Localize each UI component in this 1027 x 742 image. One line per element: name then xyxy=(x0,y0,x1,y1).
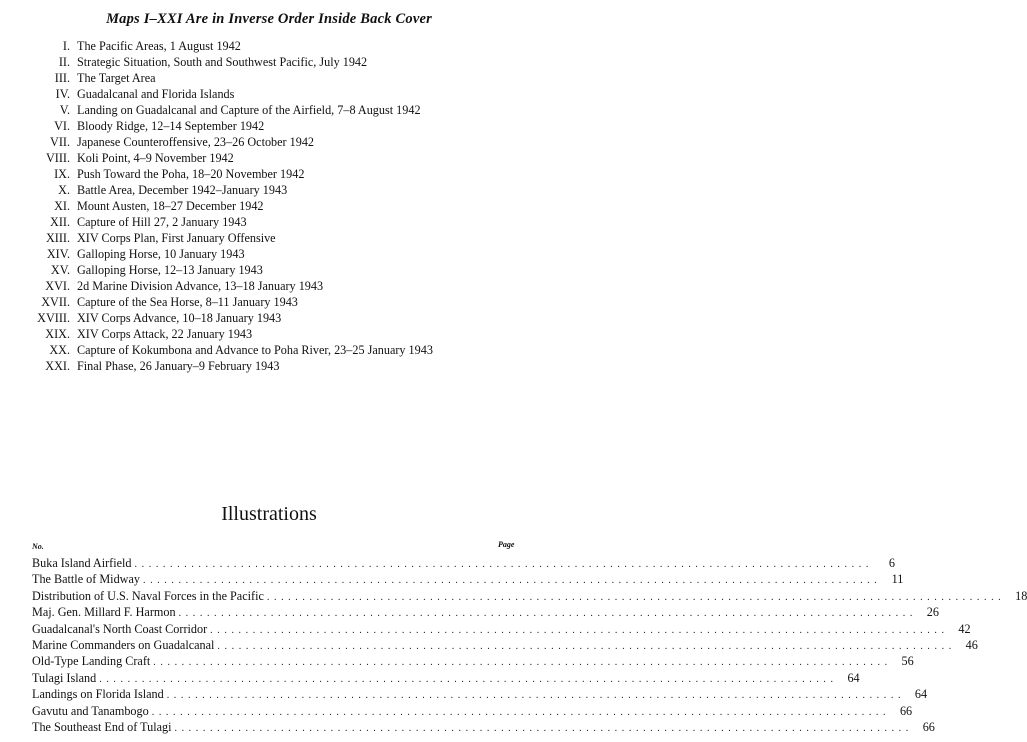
illustration-page: 18 xyxy=(1015,588,1027,603)
map-title: The Target Area xyxy=(77,71,156,85)
map-title: Galloping Horse, 10 January 1943 xyxy=(77,247,245,261)
number-column-label: No. xyxy=(32,542,44,551)
map-title: Koli Point, 4–9 November 1942 xyxy=(77,151,234,165)
map-number: VI. xyxy=(54,119,70,133)
illustration-entry xyxy=(32,571,904,587)
illustration-page: 6 xyxy=(888,556,895,570)
map-number: XVI. xyxy=(45,279,70,293)
map-number: IV. xyxy=(55,87,70,101)
illustration-title: Landings on Florida Island xyxy=(32,687,164,702)
map-title: Galloping Horse, 12–13 January 1943 xyxy=(77,263,263,277)
map-number: III. xyxy=(54,71,70,85)
map-entry xyxy=(0,54,538,71)
illustration-entry xyxy=(32,670,860,686)
illustration-entry xyxy=(32,653,914,669)
illustration-page: 64 xyxy=(847,670,860,685)
map-number: XIII. xyxy=(45,231,70,245)
dot-leader: ........................................................................................................ xyxy=(266,591,1006,603)
map-number: XXI. xyxy=(45,359,70,373)
illustration-entry xyxy=(32,604,939,620)
map-entry xyxy=(0,342,538,359)
map-title: Final Phase, 26 January–9 February 1943 xyxy=(77,359,280,373)
map-entry xyxy=(0,86,538,103)
map-title: Guadalcanal and Florida Islands xyxy=(77,87,235,101)
map-number: VIII. xyxy=(45,151,70,165)
map-title: XIV Corps Advance, 10–18 January 1943 xyxy=(77,311,282,325)
dot-leader: ........................................................................................................ xyxy=(153,657,892,669)
illustration-entry xyxy=(32,686,928,702)
map-number: XVII. xyxy=(41,295,70,309)
map-number: XV. xyxy=(50,263,70,277)
dot-leader: ........................................................................................................ xyxy=(174,723,913,734)
map-entry xyxy=(0,102,538,119)
dot-leader: ........................................................................................................ xyxy=(178,608,917,620)
map-title: The Pacific Areas, 1 August 1942 xyxy=(77,39,241,53)
dot-leader: ........................................................................................................ xyxy=(217,641,956,652)
map-number: X. xyxy=(58,183,70,197)
map-entry xyxy=(0,38,538,55)
illustration-title: Tulagi Island xyxy=(32,670,97,685)
map-title: XIV Corps Plan, First January Offensive xyxy=(77,231,276,245)
illustration-title: The Southeast End of Tulagi xyxy=(32,720,172,734)
map-title: Bloody Ridge, 12–14 September 1942 xyxy=(77,119,265,133)
map-number: XII. xyxy=(50,215,70,229)
illustration-page: 46 xyxy=(965,638,978,652)
dot-leader: ........................................................................................................ xyxy=(210,624,949,636)
illustration-entry xyxy=(32,555,895,571)
illustration-page: 11 xyxy=(891,572,904,587)
illustrations-heading: Illustrations xyxy=(221,503,317,525)
illustration-entry xyxy=(32,719,935,735)
illustration-page: 64 xyxy=(914,687,928,702)
illustration-title: Guadalcanal's North Coast Corridor xyxy=(32,621,208,636)
dot-leader: ........................................................................................................ xyxy=(151,706,891,718)
map-number: XVIII. xyxy=(37,311,70,325)
map-title: Capture of Kokumbona and Advance to Poha River, 23–25 January 1943 xyxy=(77,343,433,357)
map-entry xyxy=(0,150,538,167)
map-number: II. xyxy=(58,55,70,69)
illustration-page: 42 xyxy=(958,621,971,636)
dot-leader: ........................................................................................................ xyxy=(166,690,906,702)
illustration-title: Old-Type Landing Craft xyxy=(32,654,151,669)
map-entry xyxy=(0,134,538,151)
illustration-page: 66 xyxy=(899,703,913,718)
map-entry xyxy=(0,118,538,135)
map-title: Landing on Guadalcanal and Capture of the Airfield, 7–8 August 1942 xyxy=(77,103,421,117)
illustration-title: Gavutu and Tanambogo xyxy=(32,703,149,718)
illustration-page: 56 xyxy=(901,654,914,669)
map-entry xyxy=(0,198,538,215)
map-title: Strategic Situation, South and Southwest Pacific, July 1942 xyxy=(77,55,368,69)
illustration-title: Marine Commanders on Guadalcanal xyxy=(32,638,215,652)
illustration-page: 66 xyxy=(922,720,935,734)
map-entry xyxy=(0,166,538,183)
map-title: Japanese Counteroffensive, 23–26 October 1942 xyxy=(77,135,315,149)
map-title: Capture of the Sea Horse, 8–11 January 1943 xyxy=(77,295,298,309)
maps-heading: Maps I–XXI Are in Inverse Order Inside Back Cover xyxy=(106,11,432,27)
map-number: I. xyxy=(62,39,70,53)
map-entry xyxy=(0,358,538,375)
map-number: XIX. xyxy=(45,327,70,341)
map-entry xyxy=(0,262,538,279)
map-number: IX. xyxy=(54,167,70,181)
illustration-title: Buka Island Airfield xyxy=(32,556,132,570)
illustration-entry xyxy=(32,621,971,637)
illustration-entry xyxy=(32,703,913,719)
page-column-label: Page xyxy=(498,540,515,549)
map-number: V. xyxy=(59,103,70,117)
illustration-title: The Battle of Midway xyxy=(32,572,140,587)
map-title: Battle Area, December 1942–January 1943 xyxy=(77,183,288,197)
illustration-title: Maj. Gen. Millard F. Harmon xyxy=(32,605,176,620)
dot-leader: ........................................................................................................ xyxy=(134,559,873,570)
map-entry xyxy=(0,310,538,327)
map-title: 2d Marine Division Advance, 13–18 January 1943 xyxy=(77,279,324,293)
map-entry xyxy=(0,326,538,343)
map-entry xyxy=(0,294,538,311)
map-title: Push Toward the Poha, 18–20 November 1942 xyxy=(77,167,305,181)
map-title: Capture of Hill 27, 2 January 1943 xyxy=(77,215,247,229)
map-entry xyxy=(0,230,538,247)
map-entry xyxy=(0,182,538,199)
illustration-entry xyxy=(32,637,978,653)
map-entry xyxy=(0,214,538,231)
map-number: XIV. xyxy=(46,247,70,261)
dot-leader: ........................................................................................................ xyxy=(99,673,838,685)
map-title: XIV Corps Attack, 22 January 1943 xyxy=(77,327,253,341)
map-number: VII. xyxy=(50,135,70,149)
dot-leader: ........................................................................................................ xyxy=(142,575,882,587)
illustration-page: 26 xyxy=(926,605,939,620)
map-title: Mount Austen, 18–27 December 1942 xyxy=(77,199,264,213)
illustration-entry xyxy=(32,588,1027,604)
map-entry xyxy=(0,278,538,295)
illustration-title: Distribution of U.S. Naval Forces in the Pacific xyxy=(32,588,264,603)
map-number: XI. xyxy=(54,199,70,213)
map-entry xyxy=(0,70,538,87)
map-number: XX. xyxy=(49,343,70,357)
map-entry xyxy=(0,246,538,263)
